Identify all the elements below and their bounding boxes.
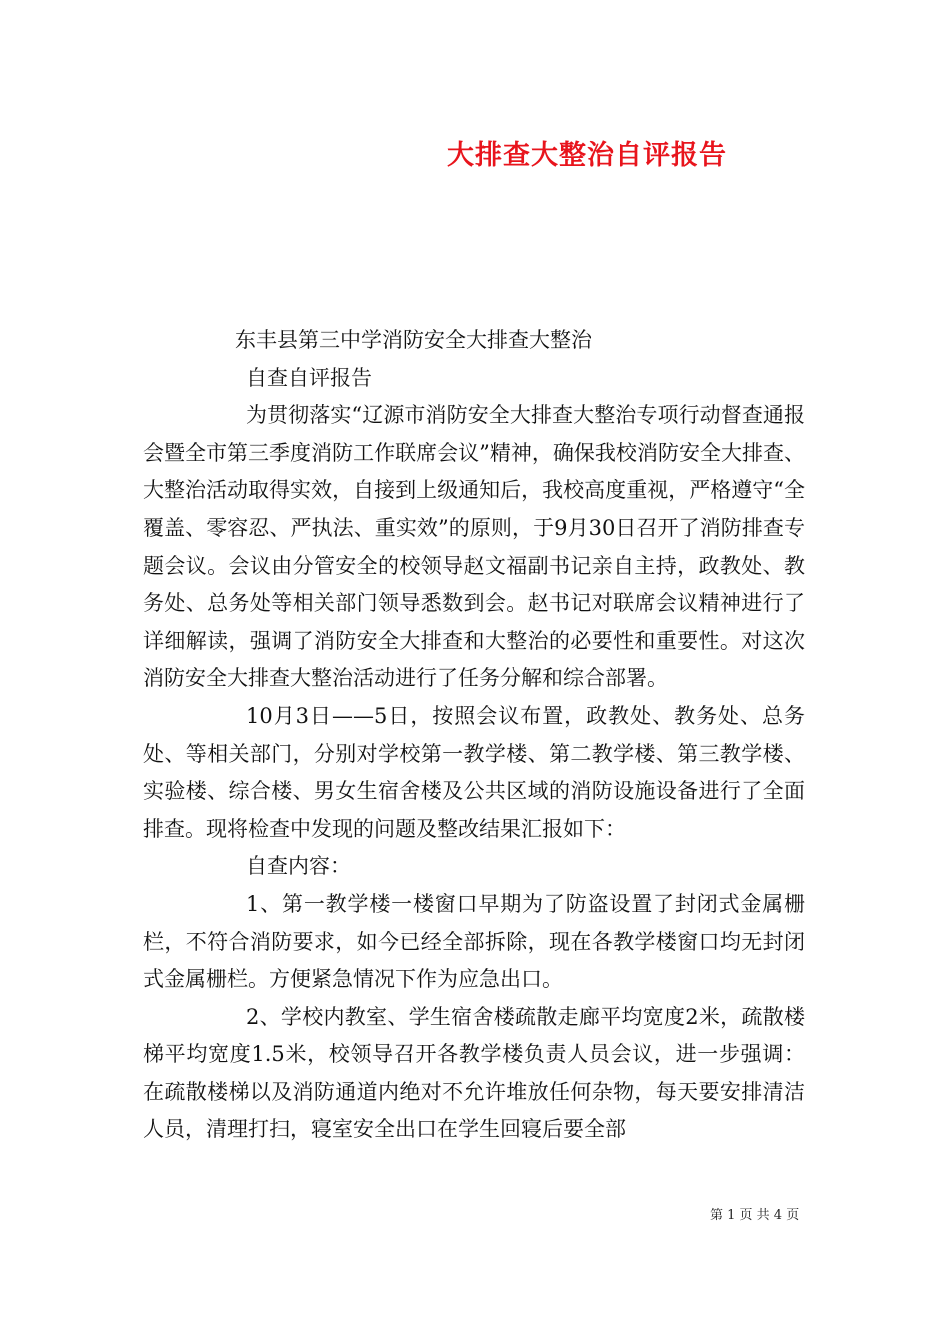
paragraph-item-1: 1、第一教学楼一楼窗口早期为了防盗设置了封闭式金属栅栏，不符合消防要求，如今已经全部拆除，现在各教学楼窗口均无封闭式金属栅栏。方便紧急情况下作为应急出口。 <box>143 891 805 992</box>
page-number-footer: 第 1 页 共 4 页 <box>710 1208 800 1223</box>
subtitle-line-1: 东丰县第三中学消防安全大排查大整治 <box>235 328 592 352</box>
paragraph-section-heading: 自查内容： <box>246 854 351 879</box>
paragraph-item-2: 2、学校内教室、学生宿舍楼疏散走廊平均宽度2米，疏散楼梯平均宽度1.5米，校领导召开各教学楼负责人员会议，进一步强调：在疏散楼梯以及消防通道内绝对不允许堆放任何杂物，每天要安排清洁人员，清理打扫，寝室安全出口在学生回寝后要全部 <box>143 1004 805 1142</box>
document-body <box>143 322 805 1149</box>
subtitle-line-2: 自查自评报告 <box>246 365 372 390</box>
paragraph-inspection: 10月3日——5日，按照会议布置，政教处、教务处、总务处、等相关部门，分别对学校第一教学楼、第二教学楼、第三教学楼、实验楼、综合楼、男女生宿舍楼及公共区域的消防设施设备进行了全面排查。现将检查中发现的问题及整改结果汇报如下： <box>143 703 805 841</box>
paragraph-intro: 为贯彻落实“辽源市消防安全大排查大整治专项行动督查通报会暨全市第三季度消防工作联席会议”精神，确保我校消防安全大排查、大整治活动取得实效，自接到上级通知后，我校高度重视，严格遵守“全覆盖、零容忍、严执法、重实效”的原则，于9月30日召开了消防排查专题会议。会议由分管安全的校领导赵文福副书记亲自主持，政教处、教务处、总务处等相关部门领导悉数到会。赵书记对联席会议精神进行了详细解读，强调了消防安全大排查和大整治的必要性和重要性。对这次消防安全大排查大整治活动进行了任务分解和综合部署。 <box>143 403 805 691</box>
document-title: 大排查大整治自评报告 <box>447 140 727 171</box>
